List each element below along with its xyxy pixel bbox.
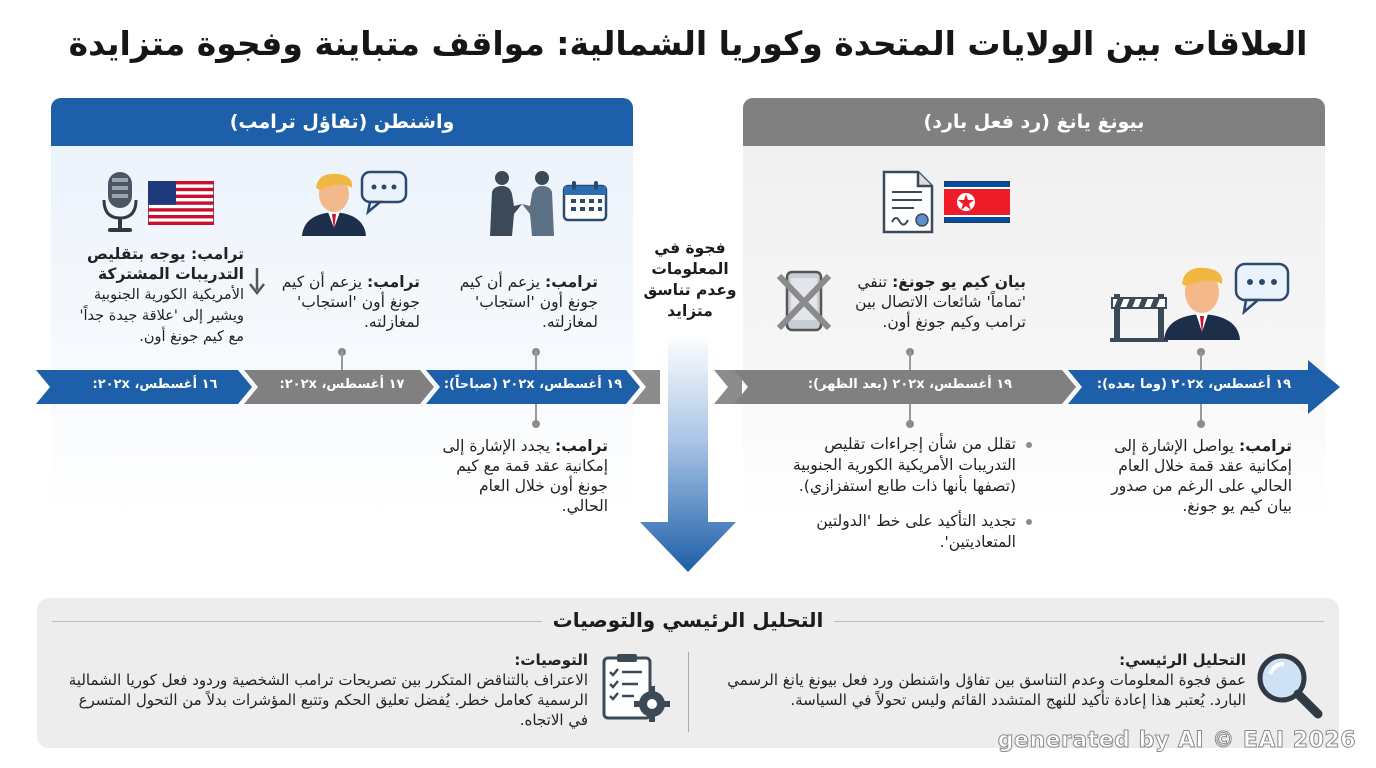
us-flag-icon	[148, 181, 214, 225]
event-aug16-text	[60, 244, 244, 347]
gap-label: فجوة في المعلومات وعدم تناسق متزايد	[643, 239, 737, 320]
event-aug19am-bottom-bold: ترامب:	[555, 437, 608, 455]
timeline-label-aug19pm: ١٩ أغسطس، ٢٠٢x (بعد الظهر):	[807, 377, 1013, 392]
connector-line	[909, 352, 911, 370]
connector-dot	[906, 420, 914, 428]
page-title: العلاقات بين الولايات المتحدة وكوريا الشمالية: مواقف متباينة وفجوة متزايدة	[68, 24, 1308, 63]
event-aug19am-top-bold: ترامب:	[545, 273, 598, 291]
timeline-label-aug19am: ١٩ أغسطس، ٢٠٢x (صباحاً):	[443, 377, 623, 392]
barrier-icon	[1110, 286, 1168, 342]
event-aug19am-bottom-text	[428, 436, 608, 516]
microphone-icon	[100, 170, 140, 236]
handshake-icon	[486, 170, 558, 236]
event-aug16-body: الأمريكية الكورية الجنوبية ويشير إلى 'علاقة جيدة جداً' مع كيم جونغ أون.	[79, 287, 244, 345]
kim-statement-bold: بيان كيم يو جونغ:	[892, 273, 1026, 291]
main-analysis-text	[716, 650, 1246, 710]
calendar-icon	[562, 180, 608, 222]
connector-line	[1200, 352, 1202, 370]
event-aug19am-top-body: يزعم أن كيم جونغ أون 'استجاب' لمغازلته.	[459, 273, 598, 331]
connector-line	[535, 352, 537, 370]
recommendations-text	[60, 650, 588, 730]
trump-reaction-icon	[1162, 262, 1294, 340]
list-item: تجديد التأكيد على خط 'الدولتين المتعاديتين'.	[762, 511, 1032, 553]
event-after-body: يواصل الإشارة إلى إمكانية عقد قمة خلال العام الحالي على الرغم من صدور بيان كيم يو جونغ.	[1111, 437, 1292, 515]
checklist-gear-icon	[600, 652, 672, 724]
trump-speaking-icon	[298, 168, 410, 236]
divider	[688, 652, 689, 732]
event-aug19am-bottom-body: يجدد الإشارة إلى إمكانية عقد قمة مع كيم جونغ أون خلال العام الحالي.	[442, 437, 608, 515]
timeline-label-aug19after: ١٩ أغسطس، ٢٠٢x (وما بعده):	[1096, 377, 1292, 392]
analysis-title: التحليل الرئيسي والتوصيات	[552, 608, 824, 632]
main-analysis-heading: التحليل الرئيسي:	[1119, 651, 1246, 669]
connector-dot	[532, 420, 540, 428]
arrow-down-icon	[247, 266, 267, 296]
main-analysis-body: عمق فجوة المعلومات وعدم التناسق بين تفاؤل واشنطن ورد فعل بيونغ يانغ الرسمي البارد. يُعتبر هذا إعادة تأكيد للنهج المتشدد القائم وليس تحولاً في السياسة.	[727, 671, 1246, 709]
event-after-text	[1100, 436, 1292, 516]
magnifier-icon	[1254, 650, 1324, 720]
north-korea-flag-icon	[944, 181, 1010, 223]
kim-statement-text	[836, 272, 1026, 332]
event-after-bold: ترامب:	[1239, 437, 1292, 455]
crossed-phone-icon	[777, 268, 831, 334]
event-aug17-body: يزعم أن كيم جونغ أون 'استجاب' لمغازلته.	[281, 273, 420, 331]
event-aug19am-top-text	[448, 272, 598, 332]
document-icon	[882, 170, 934, 234]
watermark: generated by AI © EAI 2026	[997, 728, 1356, 753]
timeline-label-aug16: ١٦ أغسطس، ٢٠٢x:	[92, 377, 218, 392]
connector-line	[341, 352, 343, 370]
pm-bullet-list	[762, 434, 1032, 567]
washington-panel-heading: واشنطن (تفاؤل ترامب)	[51, 98, 633, 146]
event-aug17-text	[268, 272, 420, 332]
event-aug16-bold: ترامب: يوجه بتقليص التدريبات المشتركة	[87, 245, 244, 283]
recommendations-heading: التوصيات:	[514, 651, 588, 669]
timeline-label-aug17: ١٧ أغسطس، ٢٠٢x:	[279, 377, 405, 392]
kim-statement-body: تنفي 'تماماً' شائعات الاتصال بين ترامب وكيم جونغ أون.	[855, 273, 1026, 331]
pyongyang-panel-heading: بيونغ يانغ (رد فعل بارد)	[743, 98, 1325, 146]
list-item: تقلل من شأن إجراءات تقليص التدريبات الأمريكية الكورية الجنوبية (تصفها بأنها ذات طابع استفزازي).	[762, 434, 1032, 497]
recommendations-body: الاعتراف بالتناقض المتكرر بين تصريحات ترامب الشخصية وردود فعل كوريا الشمالية الرسمية كعامل خطر. يُفضل تعليق الحكم وتتبع المؤشرات بدلاً من التحول المتسرع في الاتجاه.	[68, 671, 588, 729]
event-aug17-bold: ترامب:	[367, 273, 420, 291]
connector-dot	[1197, 420, 1205, 428]
